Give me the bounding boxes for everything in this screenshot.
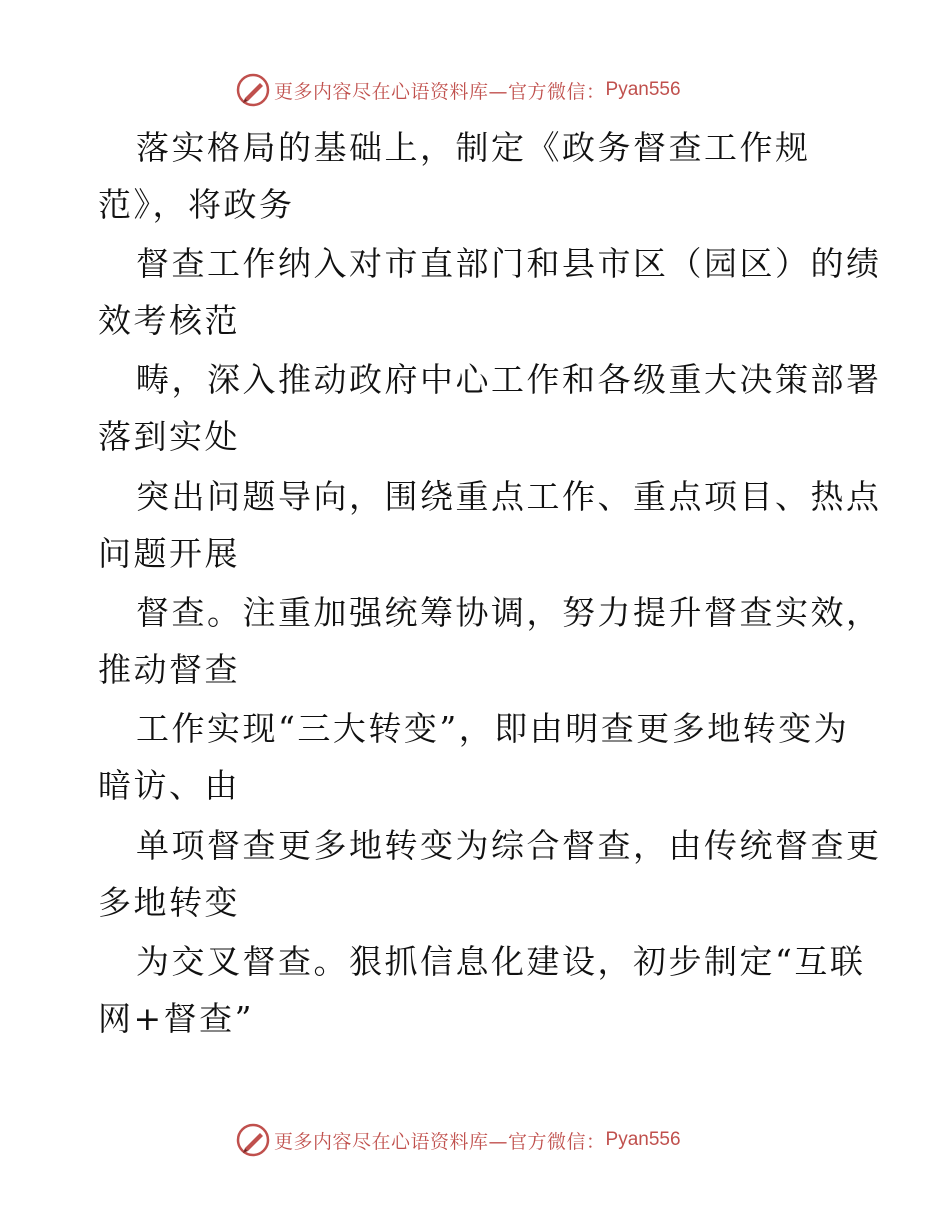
footer-banner-id: Pyan556 — [605, 1129, 681, 1150]
body-line: 督查工作纳入对市直部门和县市区（园区）的绩 — [136, 244, 882, 283]
header-banner — [236, 72, 681, 108]
body-line: 畴，深入推动政府中心工作和各级重大决策部署 — [136, 360, 882, 399]
body-line: 范》，将政务 — [98, 185, 295, 224]
body-line: 单项督查更多地转变为综合督查，由传统督查更 — [136, 826, 882, 865]
body-line: 多地转变 — [98, 883, 240, 922]
body-line: 推动督查 — [98, 650, 240, 689]
pen-logo-icon — [236, 73, 270, 107]
header-banner-text: 更多内容尽在心语资料库—官方微信： — [274, 80, 606, 103]
body-line: 为交叉督查。狠抓信息化建设，初步制定“互联 — [136, 942, 866, 981]
body-line: 突出问题导向，围绕重点工作、重点项目、热点 — [136, 477, 882, 516]
body-line: 督查。注重加强统筹协调，努力提升督查实效， — [136, 593, 882, 632]
body-line: 落到实处 — [98, 417, 240, 456]
body-line: 落实格局的基础上，制定《政务督查工作规 — [136, 128, 811, 167]
body-line: 工作实现“三大转变”，即由明查更多地转变为 — [136, 709, 850, 748]
header-banner-id: Pyan556 — [605, 79, 681, 100]
footer-banner — [236, 1122, 681, 1158]
footer-banner-text: 更多内容尽在心语资料库—官方微信： — [274, 1130, 606, 1153]
body-line: 效考核范 — [98, 301, 240, 340]
body-line: 暗访、由 — [98, 766, 240, 805]
body-line: 网+督查” — [98, 999, 255, 1038]
body-line: 问题开展 — [98, 534, 240, 573]
pen-logo-icon — [236, 1123, 270, 1157]
